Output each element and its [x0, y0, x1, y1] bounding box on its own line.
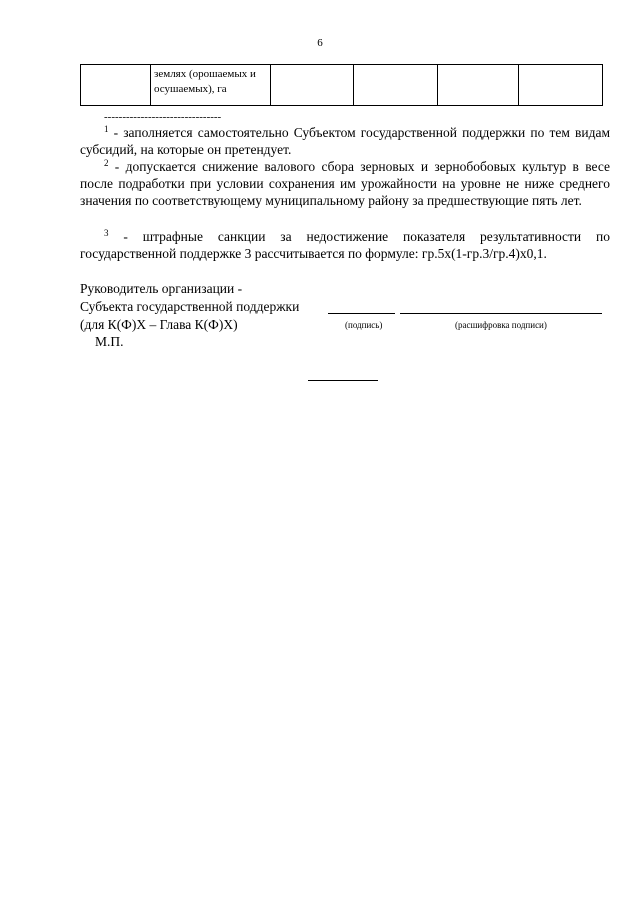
signature-caption: (подпись): [345, 320, 383, 330]
table-cell: [271, 65, 354, 106]
signature-blank: [328, 313, 395, 314]
footnote-1: [80, 124, 610, 158]
table-cell: [354, 65, 438, 106]
footnote-text: - допускается снижение валового сбора зерновых и зернобобовых культур в весе после подработки при условии сохранения им урожайности на уровне не ниже среднего значения по соответствующему муниципальному району за предшествующие пять лет.: [80, 159, 610, 208]
table-cell: [519, 65, 603, 106]
signature-title-line3: (для К(Ф)Х – Глава К(Ф)Х): [80, 317, 238, 332]
table-cell: [438, 65, 519, 106]
footnote-text: - штрафные санкции за недостижение показателя результативности по государственной поддержке 3 рассчитывается по формуле: гр.5x(1-гр.3/гр.4)x0,1.: [80, 229, 610, 261]
page-number: 6: [317, 37, 323, 49]
footnote-3: [80, 228, 610, 262]
stamp-label: М.П.: [95, 334, 124, 349]
signature-title-line1: Руководитель организации -: [80, 281, 243, 296]
table-row: [81, 65, 603, 106]
footnote-text: - заполняется самостоятельно Субъектом государственной поддержки по тем видам субсидий, на которые он претендует.: [80, 125, 610, 157]
end-rule: [308, 380, 378, 381]
footnote-separator: --------------------------------: [104, 111, 222, 123]
footnote-marker: 2: [104, 158, 109, 168]
footnote-2: [80, 158, 610, 209]
signature-title-line2: Субъекта государственной поддержки: [80, 299, 300, 314]
footnote-marker: 1: [104, 124, 109, 134]
decoding-blank: [400, 313, 602, 314]
table-cell: [81, 65, 151, 106]
indicator-table: [80, 64, 603, 106]
table-cell: землях (орошаемых и осушаемых), га: [151, 65, 271, 106]
footnote-marker: 3: [104, 228, 109, 238]
decoding-caption: (расшифровка подписи): [455, 320, 547, 330]
